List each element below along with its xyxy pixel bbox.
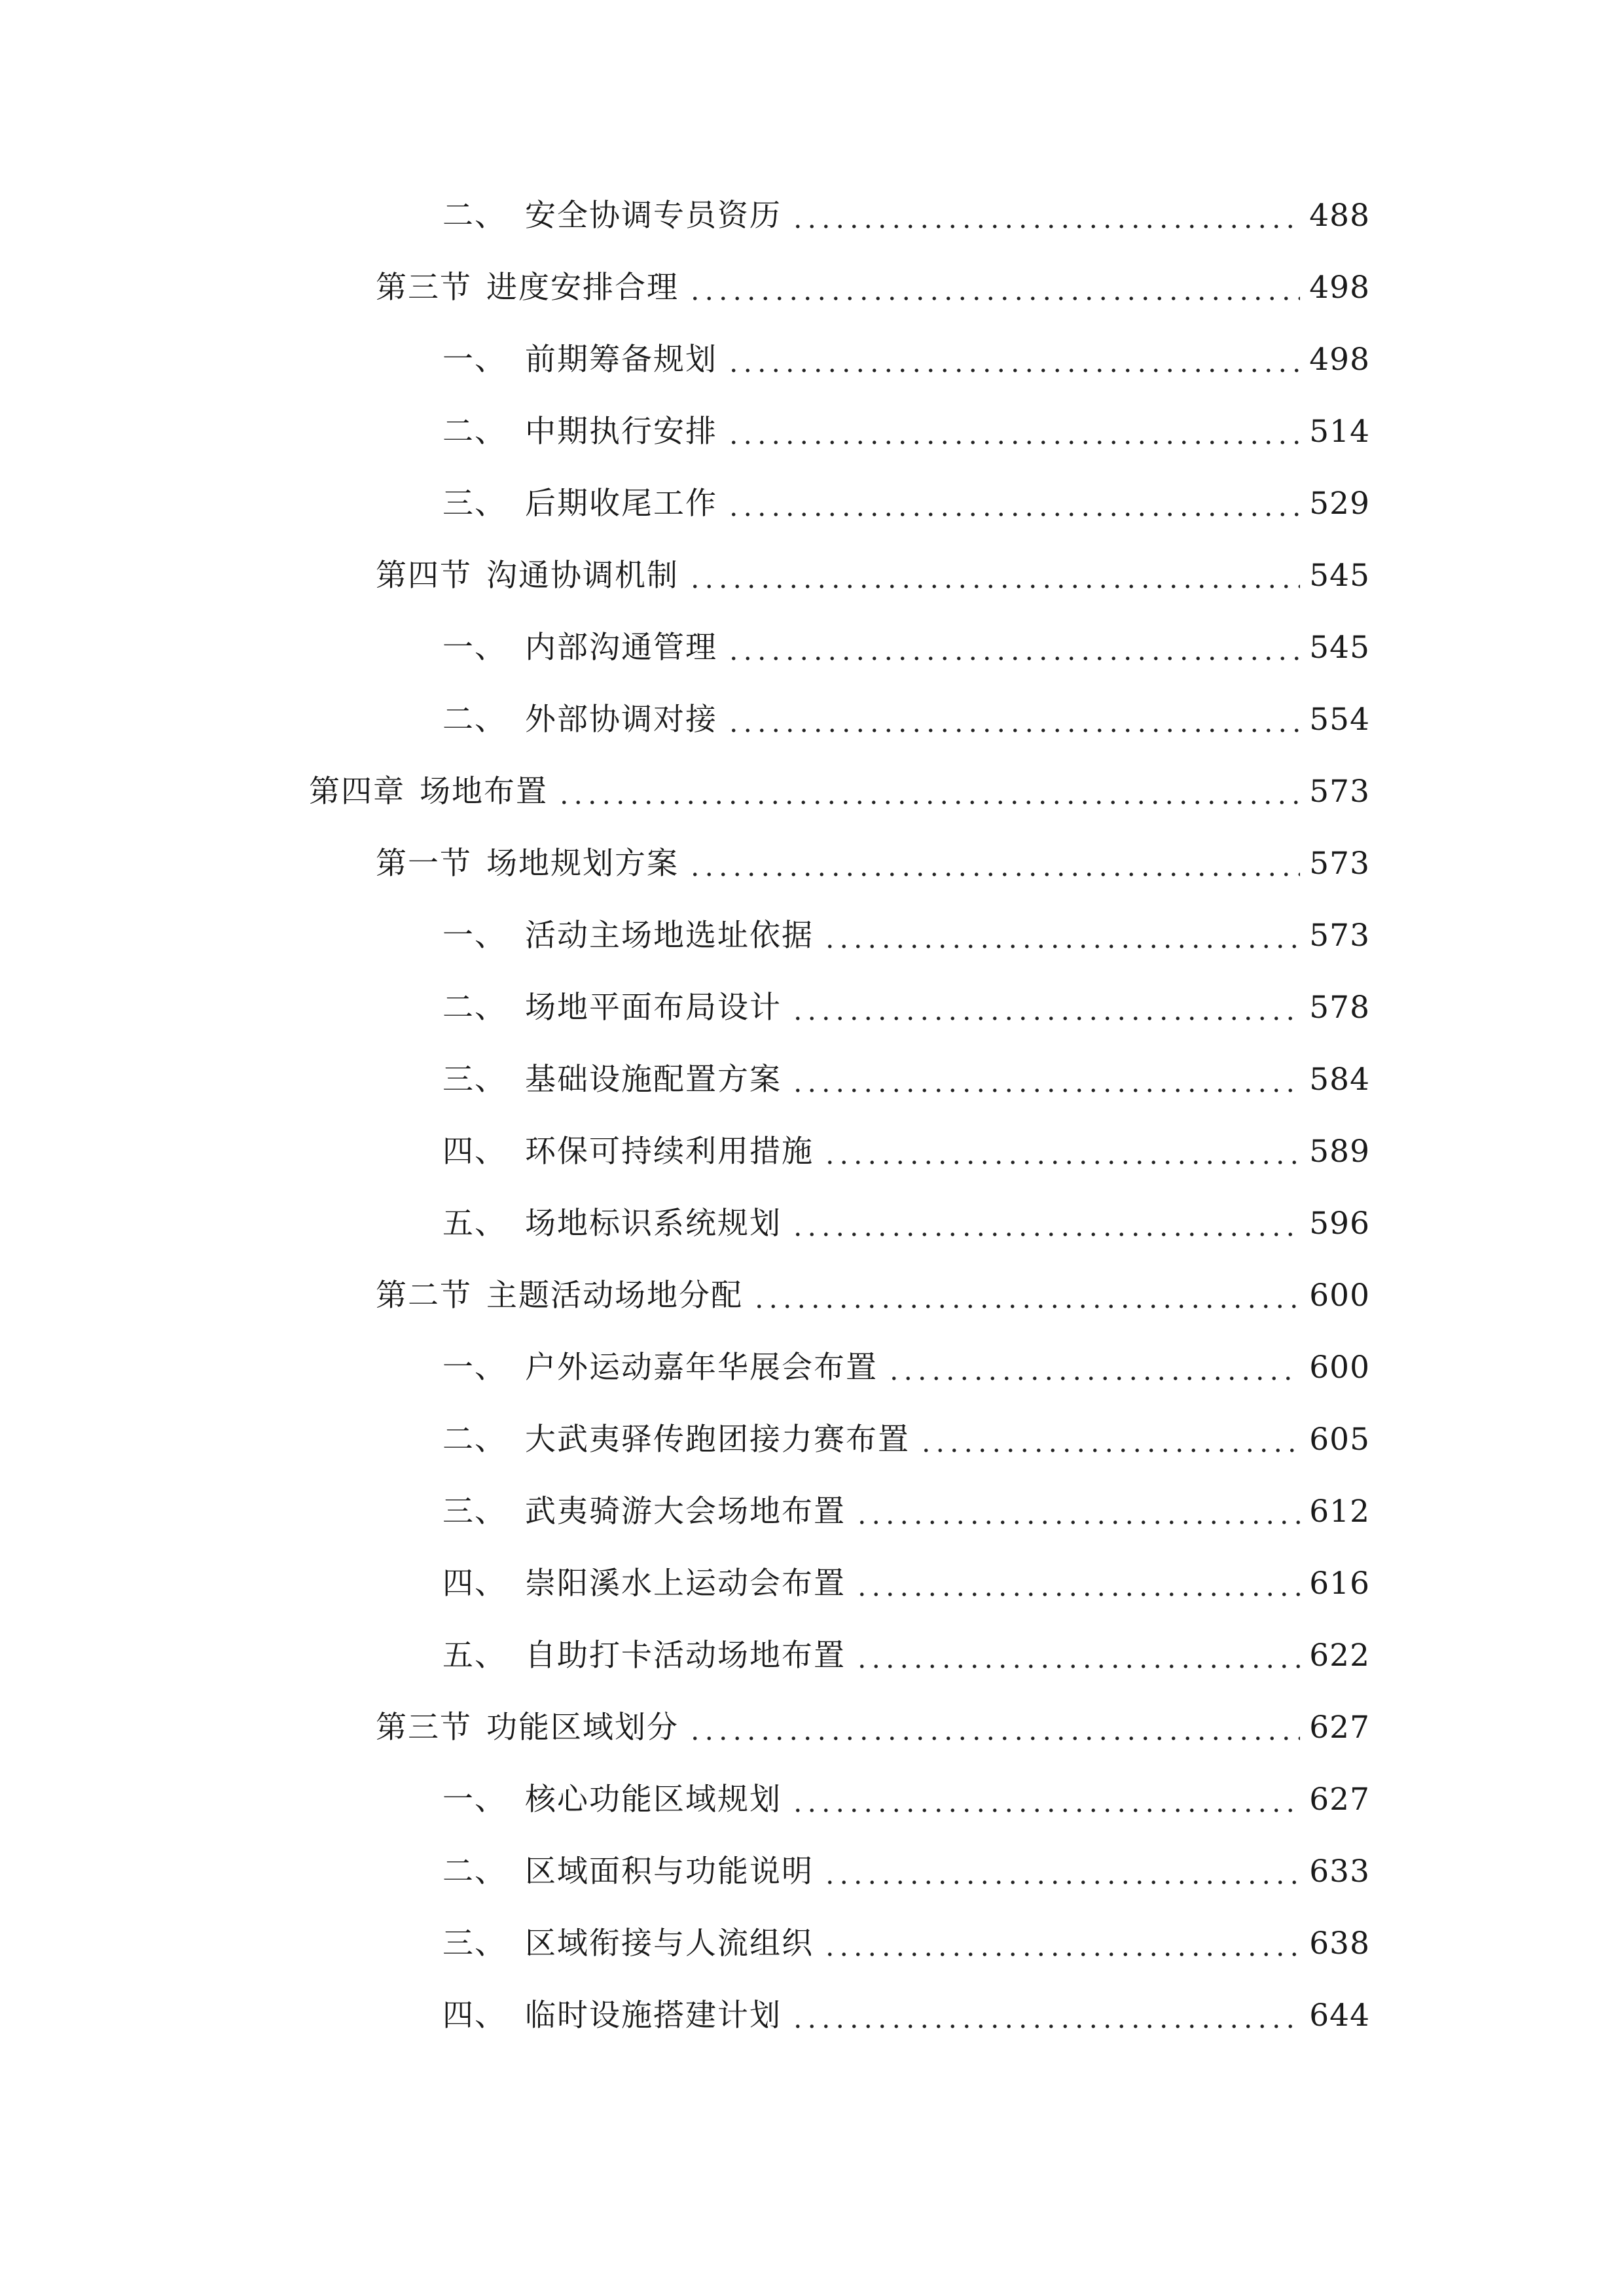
toc-entry-ordinal: 一、: [442, 918, 507, 954]
toc-entry-ordinal: 第三节: [376, 270, 472, 306]
toc-entry-ordinal: 一、: [442, 630, 507, 666]
toc-entry-title: 场地平面布局设计: [525, 990, 782, 1026]
toc-entry-ordinal: 第四章: [309, 774, 405, 810]
toc-entry-ordinal: 五、: [442, 1638, 507, 1674]
toc-entry-ordinal: 二、: [442, 1854, 507, 1890]
dot-leader: [791, 1777, 1300, 1823]
dot-leader: [887, 1345, 1300, 1391]
toc-entry-ordinal: 二、: [442, 990, 507, 1026]
toc-entry[interactable]: [442, 1489, 1370, 1535]
toc-entry-title: 核心功能区域规划: [525, 1782, 782, 1818]
toc-entry-ordinal: 四、: [442, 1998, 507, 2034]
toc-entry-ordinal: 一、: [442, 1350, 507, 1386]
toc-entry-page-number: 633: [1309, 1854, 1370, 1890]
toc-entry-title: 前期筹备规划: [525, 342, 717, 378]
toc-entry[interactable]: [376, 841, 1370, 887]
toc-entry-page-number: 545: [1309, 630, 1370, 666]
toc-entry-title: 临时设施搭建计划: [525, 1998, 782, 2034]
toc-entry-label: [442, 1777, 782, 1823]
toc-entry-page-number: 498: [1309, 342, 1370, 378]
toc-entry-label: [442, 1921, 814, 1967]
toc-entry-title: 区域衔接与人流组织: [525, 1926, 814, 1962]
dot-leader: [727, 337, 1300, 383]
toc-entry-ordinal: 第二节: [376, 1278, 472, 1314]
toc-entry-title: 外部协调对接: [525, 702, 717, 738]
toc-entry[interactable]: [442, 1633, 1370, 1679]
toc-entry-title: 主题活动场地分配: [486, 1278, 743, 1314]
toc-entry[interactable]: [442, 625, 1370, 671]
toc-entry-label: [442, 1129, 814, 1175]
toc-entry-title: 后期收尾工作: [525, 486, 717, 522]
toc-entry-page-number: 600: [1309, 1350, 1370, 1386]
toc-entry-page-number: 554: [1309, 702, 1370, 738]
toc-entry-ordinal: 一、: [442, 342, 507, 378]
toc-entry[interactable]: [442, 1057, 1370, 1103]
dot-leader: [688, 553, 1300, 599]
toc-entry-title: 场地布置: [420, 774, 548, 810]
toc-entry[interactable]: [442, 985, 1370, 1031]
toc-entry-label: [442, 697, 717, 743]
toc-entry-title: 户外运动嘉年华展会布置: [525, 1350, 878, 1386]
toc-entry-label: [442, 913, 814, 959]
toc-entry-page-number: 578: [1309, 990, 1370, 1026]
toc-entry-page-number: 573: [1309, 774, 1370, 810]
toc-entry-label: [376, 841, 679, 887]
toc-entry-ordinal: 四、: [442, 1566, 507, 1602]
toc-entry-page-number: 622: [1309, 1638, 1370, 1674]
toc-entry-page-number: 627: [1309, 1782, 1370, 1818]
toc-entry-ordinal: 三、: [442, 1062, 507, 1098]
toc-entry-label: [442, 481, 717, 527]
toc-entry-title: 内部沟通管理: [525, 630, 717, 666]
toc-entry[interactable]: [376, 265, 1370, 311]
dot-leader: [727, 409, 1300, 455]
toc-entry-label: [442, 193, 782, 239]
toc-entry-ordinal: 二、: [442, 702, 507, 738]
toc-entry-page-number: 589: [1309, 1134, 1370, 1170]
toc-entry-page-number: 545: [1309, 558, 1370, 594]
toc-entry[interactable]: [376, 1705, 1370, 1751]
toc-entry[interactable]: [442, 1417, 1370, 1463]
dot-leader: [791, 193, 1300, 239]
toc-entry-page-number: 600: [1309, 1278, 1370, 1314]
toc-entry-ordinal: 二、: [442, 198, 507, 234]
dot-leader: [688, 1705, 1300, 1751]
toc-entry-title: 场地标识系统规划: [525, 1206, 782, 1242]
toc-entry[interactable]: [442, 1921, 1370, 1967]
toc-entry-title: 沟通协调机制: [486, 558, 679, 594]
toc-entry-page-number: 612: [1309, 1494, 1370, 1530]
toc-entry[interactable]: [442, 697, 1370, 743]
toc-entry-ordinal: 二、: [442, 414, 507, 450]
toc-entry-page-number: 627: [1309, 1710, 1370, 1746]
toc-entry-page-number: 529: [1309, 486, 1370, 522]
dot-leader: [855, 1489, 1300, 1535]
toc-entry-label: [442, 1561, 846, 1607]
toc-entry-ordinal: 二、: [442, 1422, 507, 1458]
dot-leader: [727, 481, 1300, 527]
dot-leader: [752, 1273, 1300, 1319]
toc-entry-label: [442, 1633, 846, 1679]
dot-leader: [791, 1993, 1300, 2039]
toc-entry-label: [442, 1345, 878, 1391]
toc-entry-title: 功能区域划分: [486, 1710, 679, 1746]
toc-entry[interactable]: [442, 337, 1370, 383]
dot-leader: [727, 697, 1300, 743]
dot-leader: [791, 1057, 1300, 1103]
toc-entry-title: 活动主场地选址依据: [525, 918, 814, 954]
toc-entry-label: [376, 1705, 679, 1751]
toc-entry-page-number: 498: [1309, 270, 1370, 306]
toc-entry-title: 基础设施配置方案: [525, 1062, 782, 1098]
toc-entry-title: 进度安排合理: [486, 270, 679, 306]
dot-leader: [688, 265, 1300, 311]
toc-entry-page-number: 638: [1309, 1926, 1370, 1962]
toc-entry-title: 自助打卡活动场地布置: [525, 1638, 846, 1674]
dot-leader: [823, 1129, 1300, 1175]
dot-leader: [823, 913, 1300, 959]
dot-leader: [727, 625, 1300, 671]
toc-entry-label: [376, 265, 679, 311]
toc-entry-title: 崇阳溪水上运动会布置: [525, 1566, 846, 1602]
toc-entry-label: [309, 769, 548, 815]
toc-entry-ordinal: 五、: [442, 1206, 507, 1242]
toc-entry[interactable]: [442, 1561, 1370, 1607]
toc-entry-label: [442, 1849, 814, 1895]
toc-entry-page-number: 596: [1309, 1206, 1370, 1242]
toc-entry-page-number: 644: [1309, 1998, 1370, 2034]
toc-entry-title: 环保可持续利用措施: [525, 1134, 814, 1170]
toc-entry-label: [442, 1417, 910, 1463]
dot-leader: [855, 1561, 1300, 1607]
toc-entry-ordinal: 第三节: [376, 1710, 472, 1746]
toc-entry-page-number: 573: [1309, 918, 1370, 954]
toc-entry[interactable]: [442, 1201, 1370, 1247]
toc-entry-page-number: 584: [1309, 1062, 1370, 1098]
toc-entry-page-number: 488: [1309, 198, 1370, 234]
toc-entry-label: [442, 409, 717, 455]
toc-entry-ordinal: 三、: [442, 486, 507, 522]
toc-entry-title: 中期执行安排: [525, 414, 717, 450]
dot-leader: [791, 1201, 1300, 1247]
dot-leader: [557, 769, 1300, 815]
toc-entry-label: [442, 985, 782, 1031]
toc-entry[interactable]: [442, 1129, 1370, 1175]
toc-entry[interactable]: [442, 1849, 1370, 1895]
toc-entry-ordinal: 三、: [442, 1926, 507, 1962]
toc-entry[interactable]: [376, 553, 1370, 599]
toc-entry[interactable]: [442, 193, 1370, 239]
toc-entry-title: 安全协调专员资历: [525, 198, 782, 234]
toc-entry-page-number: 573: [1309, 846, 1370, 882]
toc-entry-page-number: 514: [1309, 414, 1370, 450]
toc-entry[interactable]: [442, 1993, 1370, 2039]
toc-entry-label: [376, 1273, 743, 1319]
dot-leader: [919, 1417, 1300, 1463]
toc-entry[interactable]: [442, 481, 1370, 527]
dot-leader: [688, 841, 1300, 887]
toc-entry-label: [442, 1057, 782, 1103]
toc-entry[interactable]: [309, 769, 1370, 815]
toc-entry-ordinal: 一、: [442, 1782, 507, 1818]
toc-entry-title: 场地规划方案: [486, 846, 679, 882]
toc-entry-title: 武夷骑游大会场地布置: [525, 1494, 846, 1530]
dot-leader: [823, 1849, 1300, 1895]
toc-entry-ordinal: 四、: [442, 1134, 507, 1170]
toc-entry-ordinal: 三、: [442, 1494, 507, 1530]
toc-entry-ordinal: 第一节: [376, 846, 472, 882]
dot-leader: [791, 985, 1300, 1031]
toc-entry[interactable]: [442, 409, 1370, 455]
toc-entry-title: 大武夷驿传跑团接力赛布置: [525, 1422, 910, 1458]
toc-entry[interactable]: [442, 1777, 1370, 1823]
toc-entry-label: [442, 337, 717, 383]
toc-entry-label: [442, 1201, 782, 1247]
toc-entry-page-number: 605: [1309, 1422, 1370, 1458]
dot-leader: [823, 1921, 1300, 1967]
toc-entry[interactable]: [442, 1345, 1370, 1391]
toc-entry-page-number: 616: [1309, 1566, 1370, 1602]
toc-entry-label: [442, 1489, 846, 1535]
toc-entry-label: [442, 625, 717, 671]
toc-entry-label: [376, 553, 679, 599]
toc-entry[interactable]: [442, 913, 1370, 959]
dot-leader: [855, 1633, 1300, 1679]
toc-entry-title: 区域面积与功能说明: [525, 1854, 814, 1890]
toc-entry[interactable]: [376, 1273, 1370, 1319]
toc-entry-label: [442, 1993, 782, 2039]
toc-entry-ordinal: 第四节: [376, 558, 472, 594]
